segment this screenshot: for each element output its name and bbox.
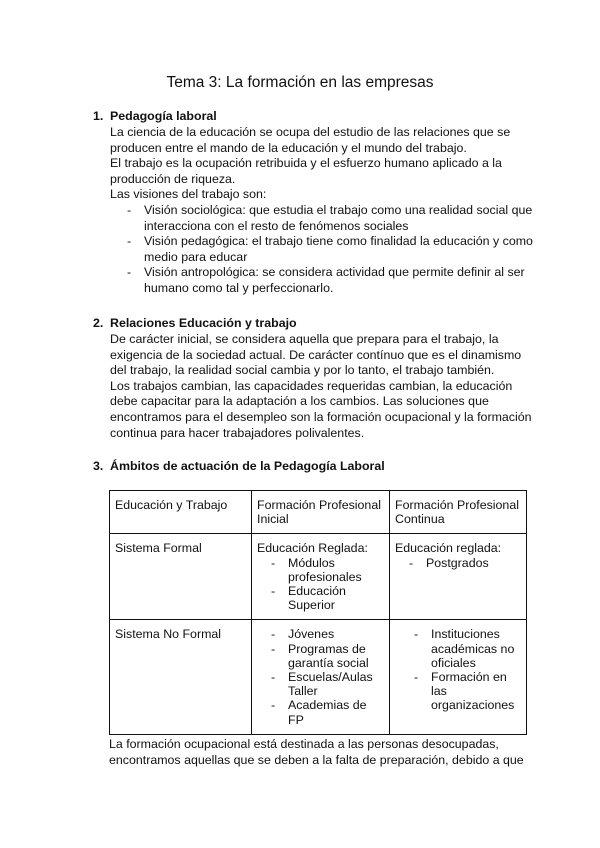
text-line: humano como tal y perfeccionarlo. bbox=[144, 280, 334, 295]
dash-marker: - bbox=[409, 555, 414, 570]
text-line: Visión pedagógica: el trabajo tiene como finalidad la educación y como bbox=[144, 234, 533, 249]
list-item bbox=[127, 203, 533, 234]
list-item bbox=[127, 265, 533, 296]
list-item-text: Instituciones académicas no oficiales bbox=[431, 627, 515, 670]
section-paragraph bbox=[110, 125, 533, 203]
cell-title: Educación reglada: bbox=[395, 541, 502, 556]
text-line: La ciencia de la educación se ocupa del estudio de las relaciones que se bbox=[110, 125, 511, 139]
table-row bbox=[110, 491, 527, 534]
text-line: interacciona con el resto de fenómenos sociales bbox=[144, 218, 409, 233]
dash-marker: - bbox=[414, 627, 419, 642]
list-item bbox=[414, 627, 522, 670]
table-header-cell: Formación Profesional Continua bbox=[390, 491, 527, 534]
dash-marker: - bbox=[414, 670, 419, 685]
list-item-text: Jóvenes bbox=[288, 627, 335, 642]
text-line: del trabajo, la realidad social cambia y por lo tanto, el trabajo también. bbox=[110, 363, 495, 378]
table-cell bbox=[390, 534, 527, 620]
text-line: De carácter inicial, se considera aquella que prepara para el trabajo, la bbox=[110, 332, 499, 346]
list-item bbox=[127, 234, 533, 265]
dash-marker: - bbox=[271, 555, 276, 570]
table-header-cell: Educación y Trabajo bbox=[110, 491, 252, 534]
dash-marker: - bbox=[127, 265, 132, 280]
cell-list bbox=[409, 556, 522, 570]
section-number: 2. bbox=[93, 316, 104, 330]
text-line: La formación ocupacional está destinada a las personas desocupadas, bbox=[109, 737, 499, 751]
section-relaciones-educacion-trabajo bbox=[93, 315, 533, 441]
list-item bbox=[271, 670, 385, 698]
cell-list bbox=[271, 627, 385, 726]
section-title: Relaciones Educación y trabajo bbox=[110, 316, 297, 330]
section-number: 3. bbox=[93, 459, 104, 473]
cell-list bbox=[271, 556, 385, 613]
ambitos-table bbox=[109, 490, 527, 735]
dash-marker: - bbox=[271, 698, 276, 713]
text-line: Los trabajos cambian, las capacidades requeridas cambian, la educación bbox=[110, 378, 513, 393]
list-item-text: Módulos profesionales bbox=[288, 555, 362, 584]
text-line: El trabajo es la ocupación retribuida y el esfuerzo humano aplicado a la bbox=[110, 156, 502, 171]
list-item bbox=[409, 556, 522, 570]
dash-marker: - bbox=[127, 234, 132, 249]
text-line: medio para educar bbox=[144, 249, 248, 264]
text-line: Visión sociológica: que estudia el trabajo como una realidad social que bbox=[144, 202, 533, 217]
list-item-text: Escuelas/Aulas Taller bbox=[288, 670, 373, 699]
section-heading bbox=[93, 458, 533, 475]
table-cell: Sistema No Formal bbox=[110, 620, 252, 734]
section-heading bbox=[93, 108, 533, 125]
list-item-text: Programas de garantía social bbox=[288, 641, 369, 670]
table-cell bbox=[252, 534, 390, 620]
list-item bbox=[271, 556, 385, 584]
table-row bbox=[110, 620, 527, 734]
table-row bbox=[110, 534, 527, 620]
list-item bbox=[271, 698, 385, 726]
text-line: encontramos aquellas que se deben a la falta de preparación, debido a que bbox=[109, 752, 524, 767]
section-title: Pedagogía laboral bbox=[110, 109, 217, 123]
section-paragraph bbox=[110, 332, 533, 441]
bullet-list bbox=[127, 203, 533, 297]
dash-marker: - bbox=[271, 670, 276, 685]
list-item bbox=[271, 627, 385, 641]
list-item bbox=[414, 670, 522, 713]
section-pedagogia-laboral bbox=[93, 108, 533, 297]
list-item-text: Postgrados bbox=[426, 555, 489, 570]
dash-marker: - bbox=[271, 641, 276, 656]
section-ambitos-actuacion bbox=[93, 458, 533, 475]
page-title: Tema 3: La formación en las empresas bbox=[166, 74, 434, 91]
dash-marker: - bbox=[127, 202, 132, 217]
text-line: exigencia de la sociedad actual. De carácter contínuo que es el dinamismo bbox=[110, 347, 522, 362]
section-number: 1. bbox=[93, 109, 104, 123]
dash-marker: - bbox=[271, 627, 276, 642]
cell-list bbox=[414, 627, 522, 712]
table-header-cell: Formación Profesional Inicial bbox=[252, 491, 390, 534]
table-cell bbox=[252, 620, 390, 734]
list-item-text: Formación en las organizaciones bbox=[431, 670, 515, 713]
list-item bbox=[271, 584, 385, 612]
text-line: encontramos para el desempleo son la formación ocupacional y la formación bbox=[110, 409, 532, 424]
list-item-text: Academias de FP bbox=[288, 698, 367, 727]
text-line: debe capacitar para la adaptación a los cambios. Las soluciones que bbox=[110, 394, 489, 409]
list-item-text: Educación Superior bbox=[288, 584, 346, 613]
table-cell: Sistema Formal bbox=[110, 534, 252, 620]
dash-marker: - bbox=[271, 584, 276, 599]
text-line: continua para hacer trabajadores polivalentes. bbox=[110, 425, 365, 440]
section-heading bbox=[93, 315, 533, 332]
section-title: Ámbitos de actuación de la Pedagogía Laboral bbox=[110, 459, 385, 473]
table-cell bbox=[390, 620, 527, 734]
text-line: producen entre el mando de la educación y el mundo del trabajo. bbox=[110, 140, 467, 155]
list-item bbox=[271, 642, 385, 670]
text-line: Las visiones del trabajo son: bbox=[110, 187, 267, 202]
closing-paragraph bbox=[109, 737, 539, 768]
text-line: Visión antropológica: se considera actividad que permite definir al ser bbox=[144, 265, 525, 280]
text-line: producción de riqueza. bbox=[110, 171, 236, 186]
cell-title: Educación Reglada: bbox=[257, 541, 368, 556]
